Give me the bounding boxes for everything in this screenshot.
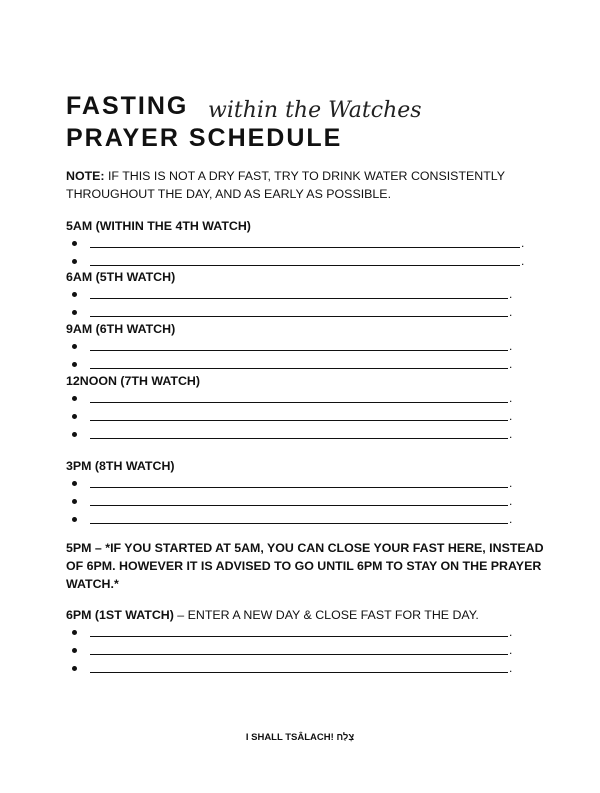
line-period: . — [509, 494, 513, 508]
blank-rule — [90, 420, 508, 421]
bullet-icon — [72, 241, 77, 246]
section-title-text: 6AM (5TH WATCH) — [66, 270, 176, 284]
bullet-icon — [72, 499, 77, 504]
note-5pm: 5PM – *IF YOU STARTED AT 5AM, YOU CAN CLOSE YOUR FAST HERE, INSTEAD OF 6PM. HOWEVER IT IS ADVISED TO GO UNTIL 6PM TO STAY ON THE PRAYER WATCH.* — [66, 541, 544, 591]
blank-rule — [90, 505, 508, 506]
section-3pm — [66, 458, 546, 528]
section-title-text: 6PM (1ST WATCH) — [66, 608, 174, 622]
line-period: . — [521, 236, 525, 250]
answer-line[interactable] — [66, 492, 546, 510]
bullet-icon — [72, 517, 77, 522]
blank-rule — [90, 672, 508, 673]
section-subtitle: – ENTER A NEW DAY & CLOSE FAST FOR THE DAY. — [173, 608, 479, 622]
footer-text: I SHALL TSÂLACH! צָלַח — [245, 732, 355, 743]
section-title — [66, 321, 546, 337]
blank-rule — [90, 368, 508, 369]
answer-line[interactable] — [66, 659, 546, 677]
answer-line[interactable] — [66, 389, 546, 407]
line-period: . — [509, 661, 513, 675]
section-9am — [66, 321, 546, 373]
answer-line[interactable] — [66, 252, 546, 270]
blank-rule — [90, 247, 520, 248]
line-period: . — [509, 391, 513, 405]
bullet-icon — [72, 259, 77, 264]
blank-rule — [90, 487, 508, 488]
line-period: . — [509, 409, 513, 423]
section-title-text: 9AM (6TH WATCH) — [66, 322, 176, 336]
answer-line[interactable] — [66, 425, 546, 443]
section-6pm — [66, 607, 546, 677]
answer-line[interactable] — [66, 355, 546, 373]
note-text: IF THIS IS NOT A DRY FAST, TRY TO DRINK WATER CONSISTENTLY THROUGHOUT THE DAY, AND AS EARLY AS POSSIBLE. — [66, 169, 505, 201]
bullet-icon — [72, 630, 77, 635]
title-fasting: FASTING — [66, 92, 189, 120]
bullet-icon — [72, 432, 77, 437]
line-period: . — [509, 643, 513, 657]
note-label: NOTE: — [66, 169, 105, 183]
blank-rule — [90, 265, 520, 266]
answer-line[interactable] — [66, 285, 546, 303]
bullet-icon — [72, 344, 77, 349]
blank-rule — [90, 523, 508, 524]
answer-line[interactable] — [66, 407, 546, 425]
line-period: . — [509, 625, 513, 639]
title-script: within the Watches — [208, 98, 422, 123]
answer-line[interactable] — [66, 337, 546, 355]
line-period: . — [509, 339, 513, 353]
section-title — [66, 218, 546, 234]
title-block — [66, 92, 422, 152]
bullet-icon — [72, 481, 77, 486]
section-title — [66, 458, 546, 474]
bullet-icon — [72, 310, 77, 315]
bullet-icon — [72, 666, 77, 671]
note-paragraph — [66, 167, 546, 203]
section-title-text: 5AM (WITHIN THE 4TH WATCH) — [66, 219, 251, 233]
blank-rule — [90, 402, 508, 403]
section-title — [66, 607, 546, 623]
section-6am — [66, 269, 546, 321]
section-5am — [66, 218, 546, 270]
title-prayer-schedule: PRAYER SCHEDULE — [66, 124, 343, 152]
section-title — [66, 373, 546, 389]
answer-line[interactable] — [66, 474, 546, 492]
blank-rule — [90, 654, 508, 655]
section-title — [66, 269, 546, 285]
line-period: . — [509, 512, 513, 526]
line-period: . — [509, 287, 513, 301]
line-period: . — [509, 476, 513, 490]
line-period: . — [509, 305, 513, 319]
bullet-icon — [72, 362, 77, 367]
line-period: . — [509, 357, 513, 371]
line-period: . — [509, 427, 513, 441]
answer-line[interactable] — [66, 623, 546, 641]
blank-rule — [90, 298, 508, 299]
answer-line[interactable] — [66, 641, 546, 659]
answer-line[interactable] — [66, 303, 546, 321]
blank-rule — [90, 636, 508, 637]
line-period: . — [521, 254, 525, 268]
bullet-icon — [72, 414, 77, 419]
bullet-icon — [72, 648, 77, 653]
section-title-text: 12NOON (7TH WATCH) — [66, 374, 201, 388]
bullet-icon — [72, 396, 77, 401]
answer-line[interactable] — [66, 234, 546, 252]
blank-rule — [90, 316, 508, 317]
blank-rule — [90, 438, 508, 439]
bullet-icon — [72, 292, 77, 297]
answer-line[interactable] — [66, 510, 546, 528]
blank-rule — [90, 350, 508, 351]
section-title-text: 3PM (8TH WATCH) — [66, 459, 175, 473]
section-12noon — [66, 373, 546, 443]
